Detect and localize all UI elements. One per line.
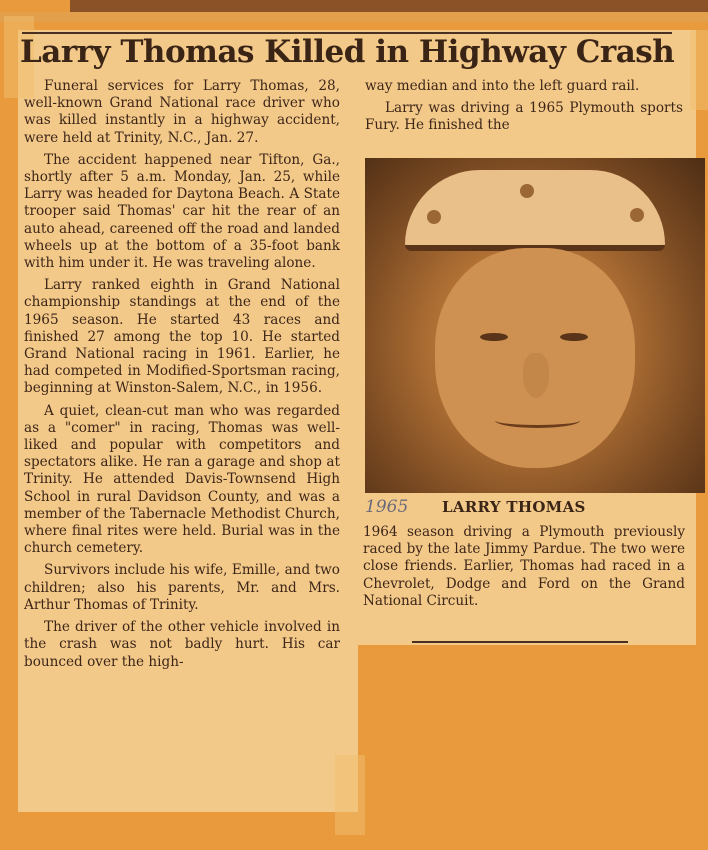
photo-caption-row — [365, 497, 685, 521]
paragraph: way median and into the left guard rail. — [365, 78, 640, 94]
headline: Larry Thomas Killed in Highway Crash — [20, 34, 675, 70]
handwritten-year-note: 1965 — [365, 497, 409, 517]
face-shape — [435, 248, 635, 468]
scrapbook-top-band — [70, 0, 708, 12]
paragraph: A quiet, clean-cut man who was regarded as a "comer" in racing, Thomas was well-liked and popular with competitors and spectators alike. He ran a garage and shop at Trinity. He attended Davis-Townsend High School in rural Davidson County, and was a member of the Tabernacle Methodist Church, where final rites were held. Burial was in the church cemetery. — [24, 402, 340, 557]
tape-piece — [690, 30, 708, 110]
article-left-column — [24, 78, 340, 676]
article-right-column-top — [365, 78, 683, 140]
nose — [523, 353, 549, 398]
paragraph: Larry ranked eighth in Grand National championship standings at the end of the 1965 season. He started 43 races and finished 27 among the top 10. He started Grand National racing in 1961. Earlier, he had competed in Modified-Sportsman racing, beginning at Winston-Salem, N.C., in 1956. — [24, 277, 340, 397]
eye — [560, 333, 588, 341]
paragraph: 1964 season driving a Plymouth previously raced by the late Jimmy Pardue. The two were close friends. Earlier, Thomas had raced in a Chevrolet, Dodge and Ford on the Grand National Circuit. — [363, 524, 685, 609]
tape-piece — [335, 755, 365, 835]
paragraph: Survivors include his wife, Emille, and two children; also his parents, Mr. and Mrs. Arthur Thomas of Trinity. — [24, 562, 340, 613]
eye — [480, 333, 508, 341]
helmet-vent — [520, 184, 534, 198]
paragraph: Larry was driving a 1965 Plymouth sports Fury. He finished the — [365, 100, 683, 134]
helmet-shape — [405, 170, 665, 251]
mouth — [495, 413, 580, 428]
photo-caption: LARRY THOMAS — [442, 498, 586, 516]
paragraph: The accident happened near Tifton, Ga., shortly after 5 a.m. Monday, Jan. 25, while Larry was headed for Daytona Beach. A State trooper said Thomas' car hit the rear of an auto ahead, careened off the road and landed wheels up at the bottom of a 35-foot bank with him under it. He was traveling alone. — [24, 151, 340, 272]
paragraph: Funeral services for Larry Thomas, 28, well-known Grand National race driver who was killed instantly in a highway accident, were held at Trinity, N.C., Jan. 27. — [24, 78, 340, 146]
driver-portrait-photo — [365, 158, 705, 493]
article-end-rule — [412, 641, 628, 643]
scrapbook-edge — [0, 12, 708, 22]
helmet-vent — [427, 210, 441, 224]
helmet-vent — [630, 208, 644, 222]
paragraph: The driver of the other vehicle involved in the crash was not badly hurt. His car bounced over the high- — [24, 619, 340, 670]
article-right-column-bottom — [363, 524, 685, 615]
